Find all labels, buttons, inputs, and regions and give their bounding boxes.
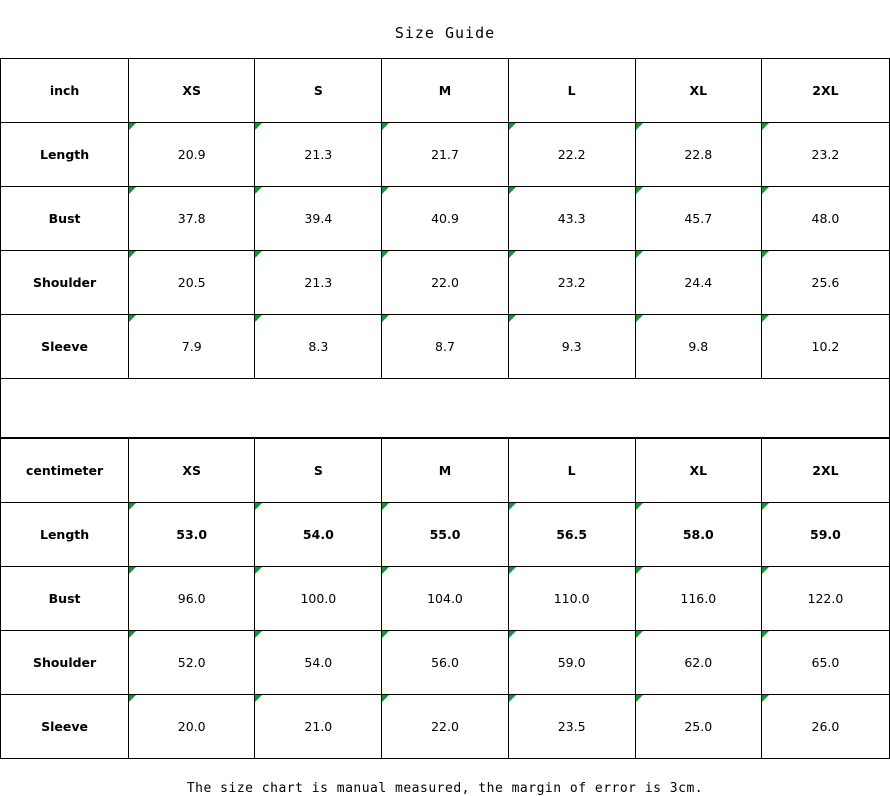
table-row [1, 187, 890, 251]
column-header-s: S [255, 59, 382, 123]
cell-inch-sleeve-m: 8.7 [382, 315, 508, 379]
cell-inch-sleeve-xl: 9.8 [635, 315, 761, 379]
column-header-l: L [508, 59, 635, 123]
cell-cm-bust-xs: 96.0 [129, 567, 255, 631]
cell-inch-bust-m: 40.9 [382, 187, 508, 251]
cell-cm-bust-m: 104.0 [382, 567, 508, 631]
cell-inch-bust-s: 39.4 [255, 187, 382, 251]
table-row [1, 123, 890, 187]
column-header-m: M [382, 59, 508, 123]
table-row [1, 251, 890, 315]
column-header-xl: XL [635, 59, 761, 123]
cell-cm-length-xs: 53.0 [129, 503, 255, 567]
row-label-sleeve-cm: Sleeve [1, 695, 129, 759]
cell-inch-length-l: 22.2 [508, 123, 635, 187]
cell-inch-length-s: 21.3 [255, 123, 382, 187]
row-label-length-cm: Length [1, 503, 129, 567]
measurement-note: The size chart is manual measured, the margin of error is 3cm. [186, 781, 704, 796]
cell-inch-shoulder-xl: 24.4 [635, 251, 761, 315]
cell-cm-sleeve-s: 21.0 [255, 695, 382, 759]
size-table-inch [0, 58, 890, 379]
table-header-row [1, 439, 890, 503]
cell-cm-shoulder-l: 59.0 [508, 631, 635, 695]
cell-inch-bust-2xl: 48.0 [761, 187, 889, 251]
cell-cm-shoulder-xs: 52.0 [129, 631, 255, 695]
cell-cm-sleeve-l: 23.5 [508, 695, 635, 759]
table-row [1, 315, 890, 379]
row-label-bust-cm: Bust [1, 567, 129, 631]
column-header-xs: XS [129, 59, 255, 123]
unit-label-inch: inch [1, 59, 129, 123]
cell-cm-length-2xl: 59.0 [761, 503, 889, 567]
cell-cm-length-m: 55.0 [382, 503, 508, 567]
size-table-centimeter [0, 438, 890, 759]
cell-inch-shoulder-xs: 20.5 [129, 251, 255, 315]
column-header-xl-cm: XL [635, 439, 761, 503]
cell-cm-shoulder-xl: 62.0 [635, 631, 761, 695]
cell-cm-bust-2xl: 122.0 [761, 567, 889, 631]
cell-inch-shoulder-2xl: 25.6 [761, 251, 889, 315]
cell-cm-shoulder-m: 56.0 [382, 631, 508, 695]
cell-inch-length-m: 21.7 [382, 123, 508, 187]
table-row [1, 631, 890, 695]
cell-cm-sleeve-xl: 25.0 [635, 695, 761, 759]
page-title: Size Guide [394, 24, 496, 42]
cell-inch-length-xl: 22.8 [635, 123, 761, 187]
cell-cm-sleeve-xs: 20.0 [129, 695, 255, 759]
cell-cm-sleeve-m: 22.0 [382, 695, 508, 759]
table-row [1, 503, 890, 567]
table-row [1, 567, 890, 631]
cell-inch-sleeve-l: 9.3 [508, 315, 635, 379]
cell-cm-shoulder-2xl: 65.0 [761, 631, 889, 695]
column-header-m-cm: M [382, 439, 508, 503]
cell-inch-sleeve-2xl: 10.2 [761, 315, 889, 379]
row-label-sleeve: Sleeve [1, 315, 129, 379]
column-header-2xl: 2XL [761, 59, 889, 123]
row-label-length: Length [1, 123, 129, 187]
column-header-l-cm: L [508, 439, 635, 503]
unit-label-centimeter: centimeter [1, 439, 129, 503]
row-label-shoulder: Shoulder [1, 251, 129, 315]
row-label-bust: Bust [1, 187, 129, 251]
cell-cm-shoulder-s: 54.0 [255, 631, 382, 695]
size-tables [0, 58, 890, 759]
cell-inch-sleeve-xs: 7.9 [129, 315, 255, 379]
cell-cm-length-xl: 58.0 [635, 503, 761, 567]
table-row [1, 695, 890, 759]
cell-inch-shoulder-s: 21.3 [255, 251, 382, 315]
cell-cm-length-s: 54.0 [255, 503, 382, 567]
cell-inch-shoulder-m: 22.0 [382, 251, 508, 315]
cell-inch-length-xs: 20.9 [129, 123, 255, 187]
cell-inch-bust-xs: 37.8 [129, 187, 255, 251]
cell-inch-length-2xl: 23.2 [761, 123, 889, 187]
cell-inch-sleeve-s: 8.3 [255, 315, 382, 379]
cell-inch-shoulder-l: 23.2 [508, 251, 635, 315]
cell-inch-bust-l: 43.3 [508, 187, 635, 251]
column-header-s-cm: S [255, 439, 382, 503]
column-header-xs-cm: XS [129, 439, 255, 503]
cell-inch-bust-xl: 45.7 [635, 187, 761, 251]
table-separator [0, 379, 890, 438]
cell-cm-bust-xl: 116.0 [635, 567, 761, 631]
row-label-shoulder-cm: Shoulder [1, 631, 129, 695]
cell-cm-sleeve-2xl: 26.0 [761, 695, 889, 759]
table-header-row [1, 59, 890, 123]
column-header-2xl-cm: 2XL [761, 439, 889, 503]
cell-cm-bust-s: 100.0 [255, 567, 382, 631]
cell-cm-length-l: 56.5 [508, 503, 635, 567]
cell-cm-bust-l: 110.0 [508, 567, 635, 631]
